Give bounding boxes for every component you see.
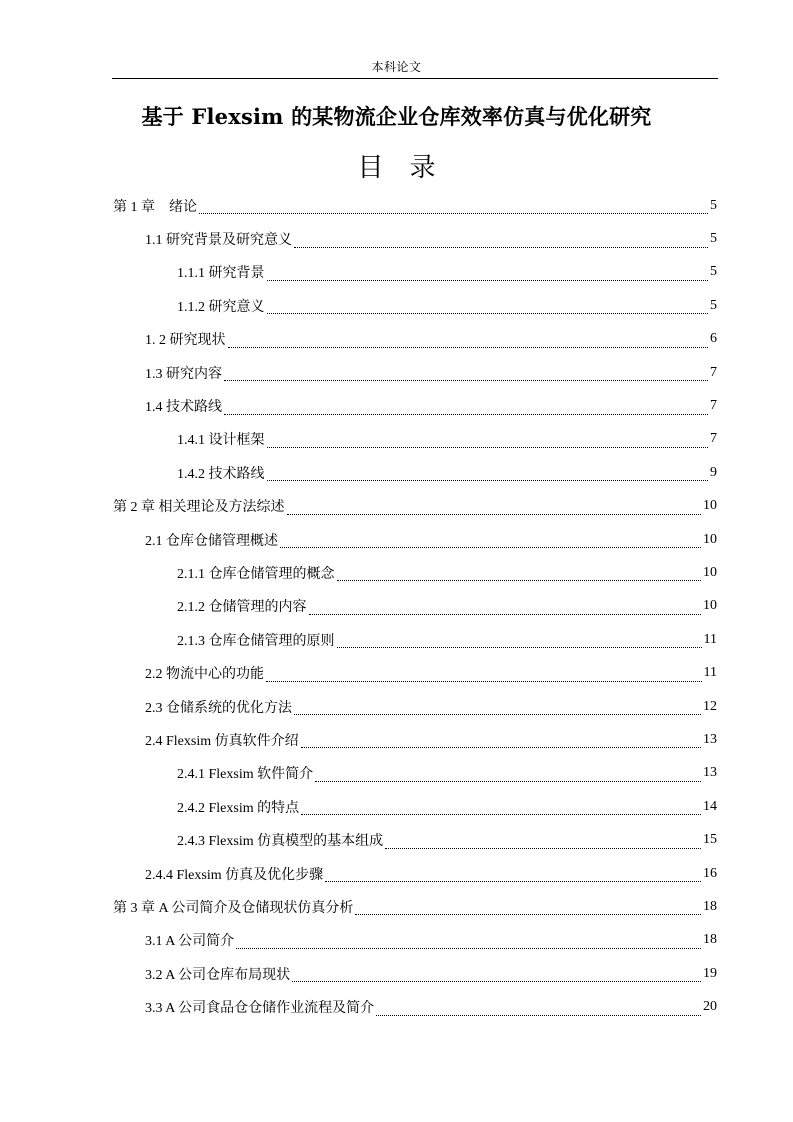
toc-entry-page-number: 11 bbox=[703, 665, 717, 681]
toc-entry-page-number: 5 bbox=[710, 297, 717, 313]
toc-entry[interactable] bbox=[0, 556, 793, 589]
toc-entry-page-number: 10 bbox=[703, 564, 717, 580]
toc-entry-label: 2.1 仓库仓储管理概述 bbox=[145, 533, 278, 549]
toc-entry-page-number: 12 bbox=[703, 698, 717, 714]
toc-entry[interactable] bbox=[0, 456, 793, 489]
toc-entry[interactable] bbox=[0, 790, 793, 823]
toc-entry-label: 第 2 章 相关理论及方法综述 bbox=[113, 500, 285, 516]
toc-entry[interactable] bbox=[0, 256, 793, 289]
toc-entry[interactable] bbox=[0, 590, 793, 623]
toc-entry[interactable] bbox=[0, 890, 793, 923]
toc-entry[interactable] bbox=[0, 857, 793, 890]
toc-entry-page-number: 10 bbox=[703, 531, 717, 547]
toc-entry-label: 1.4 技术路线 bbox=[145, 400, 222, 416]
toc-dot-leader bbox=[301, 735, 701, 748]
toc-entry-label: 第 3 章 A 公司简介及仓储现状仿真分析 bbox=[113, 900, 354, 916]
toc-entry-label: 3.3 A 公司食品仓仓储作业流程及简介 bbox=[145, 1001, 375, 1017]
toc-entry[interactable] bbox=[0, 823, 793, 856]
toc-entry-page-number: 16 bbox=[703, 865, 717, 881]
toc-entry[interactable] bbox=[0, 924, 793, 957]
toc-dot-leader bbox=[267, 435, 709, 448]
toc-entry-label: 1.1.1 研究背景 bbox=[177, 266, 265, 282]
toc-entry-page-number: 15 bbox=[703, 832, 717, 848]
toc-entry-label: 2.4.2 Flexsim 的特点 bbox=[177, 800, 300, 816]
toc-entry-label: 3.2 A 公司仓库布局现状 bbox=[145, 967, 291, 983]
toc-dot-leader bbox=[267, 468, 709, 481]
toc-entry[interactable] bbox=[0, 189, 793, 222]
toc-dot-leader bbox=[287, 502, 702, 515]
toc-entry-label: 2.4.1 Flexsim 软件简介 bbox=[177, 767, 314, 783]
toc-dot-leader bbox=[325, 869, 701, 882]
toc-entry-page-number: 14 bbox=[703, 798, 717, 814]
toc-entry-label: 1. 2 研究现状 bbox=[145, 333, 226, 349]
toc-entry-label: 2.2 物流中心的功能 bbox=[145, 667, 264, 683]
toc-dot-leader bbox=[337, 568, 702, 581]
toc-entry-label: 2.4 Flexsim 仿真软件介绍 bbox=[145, 733, 299, 749]
toc-heading: 目录 bbox=[357, 153, 462, 183]
toc-dot-leader bbox=[376, 1003, 701, 1016]
toc-entry-page-number: 10 bbox=[703, 498, 717, 514]
toc-dot-leader bbox=[385, 836, 701, 849]
toc-dot-leader bbox=[224, 368, 708, 381]
toc-entry-label: 2.3 仓储系统的优化方法 bbox=[145, 700, 292, 716]
header-divider bbox=[112, 78, 718, 79]
toc-entry-label: 3.1 A 公司简介 bbox=[145, 934, 235, 950]
toc-entry-label: 2.1.1 仓库仓储管理的概念 bbox=[177, 566, 335, 582]
toc-dot-leader bbox=[267, 268, 709, 281]
toc-dot-leader bbox=[294, 702, 701, 715]
toc-entry[interactable] bbox=[0, 990, 793, 1023]
toc-dot-leader bbox=[355, 902, 701, 915]
toc-entry-label: 2.1.2 仓储管理的内容 bbox=[177, 600, 307, 616]
toc-entry-label: 2.4.4 Flexsim 仿真及优化步骤 bbox=[145, 867, 324, 883]
toc-entry-label: 2.4.3 Flexsim 仿真模型的基本组成 bbox=[177, 834, 384, 850]
toc-entry-label: 第 1 章 绪论 bbox=[113, 199, 197, 215]
toc-entry-label: 1.3 研究内容 bbox=[145, 366, 222, 382]
toc-entry-page-number: 18 bbox=[703, 932, 717, 948]
toc-entry-page-number: 18 bbox=[703, 898, 717, 914]
toc-dot-leader bbox=[199, 201, 708, 214]
toc-dot-leader bbox=[267, 301, 709, 314]
toc-entry[interactable] bbox=[0, 389, 793, 422]
toc-dot-leader bbox=[309, 602, 702, 615]
toc-entry[interactable] bbox=[0, 690, 793, 723]
toc-entry[interactable] bbox=[0, 957, 793, 990]
toc-dot-leader bbox=[236, 936, 701, 949]
running-header: 本科论文 bbox=[371, 60, 422, 74]
toc-entry-label: 2.1.3 仓库仓储管理的原则 bbox=[177, 633, 335, 649]
toc-entry[interactable] bbox=[0, 323, 793, 356]
toc-dot-leader bbox=[266, 669, 702, 682]
toc-entry-page-number: 20 bbox=[703, 999, 717, 1015]
toc-dot-leader bbox=[301, 802, 701, 815]
toc-dot-leader bbox=[224, 402, 708, 415]
toc-entry[interactable] bbox=[0, 423, 793, 456]
toc-entry-page-number: 7 bbox=[710, 364, 717, 380]
toc-entry-page-number: 19 bbox=[703, 965, 717, 981]
toc-dot-leader bbox=[228, 335, 709, 348]
toc-entry-page-number: 6 bbox=[710, 331, 717, 347]
toc-entry-page-number: 13 bbox=[703, 731, 717, 747]
toc-entry[interactable] bbox=[0, 289, 793, 322]
toc-entry[interactable] bbox=[0, 656, 793, 689]
toc-entry[interactable] bbox=[0, 356, 793, 389]
toc-entry-page-number: 7 bbox=[710, 431, 717, 447]
toc-dot-leader bbox=[337, 635, 702, 648]
toc-entry-page-number: 5 bbox=[710, 231, 717, 247]
toc-dot-leader bbox=[292, 969, 701, 982]
toc-entry-page-number: 5 bbox=[710, 197, 717, 213]
toc-dot-leader bbox=[315, 769, 701, 782]
toc-entry[interactable] bbox=[0, 490, 793, 523]
toc-entry[interactable] bbox=[0, 757, 793, 790]
document-title: 基于 Flexsim 的某物流企业仓库效率仿真与优化研究 bbox=[141, 104, 652, 129]
toc-entry-page-number: 7 bbox=[710, 398, 717, 414]
toc-entry-label: 1.4.2 技术路线 bbox=[177, 466, 265, 482]
toc-entry[interactable] bbox=[0, 623, 793, 656]
toc-dot-leader bbox=[294, 235, 708, 248]
toc-entry-label: 1.1.2 研究意义 bbox=[177, 299, 265, 315]
toc-entry-label: 1.1 研究背景及研究意义 bbox=[145, 233, 292, 249]
toc-entry-page-number: 10 bbox=[703, 598, 717, 614]
toc-entry-page-number: 13 bbox=[703, 765, 717, 781]
toc-entry[interactable] bbox=[0, 723, 793, 756]
toc-entry[interactable] bbox=[0, 523, 793, 556]
toc-entry-page-number: 5 bbox=[710, 264, 717, 280]
toc-entry[interactable] bbox=[0, 222, 793, 255]
toc-entry-page-number: 11 bbox=[703, 631, 717, 647]
toc-entry-label: 1.4.1 设计框架 bbox=[177, 433, 265, 449]
table-of-contents bbox=[0, 189, 793, 1024]
toc-dot-leader bbox=[280, 535, 701, 548]
toc-entry-page-number: 9 bbox=[710, 464, 717, 480]
